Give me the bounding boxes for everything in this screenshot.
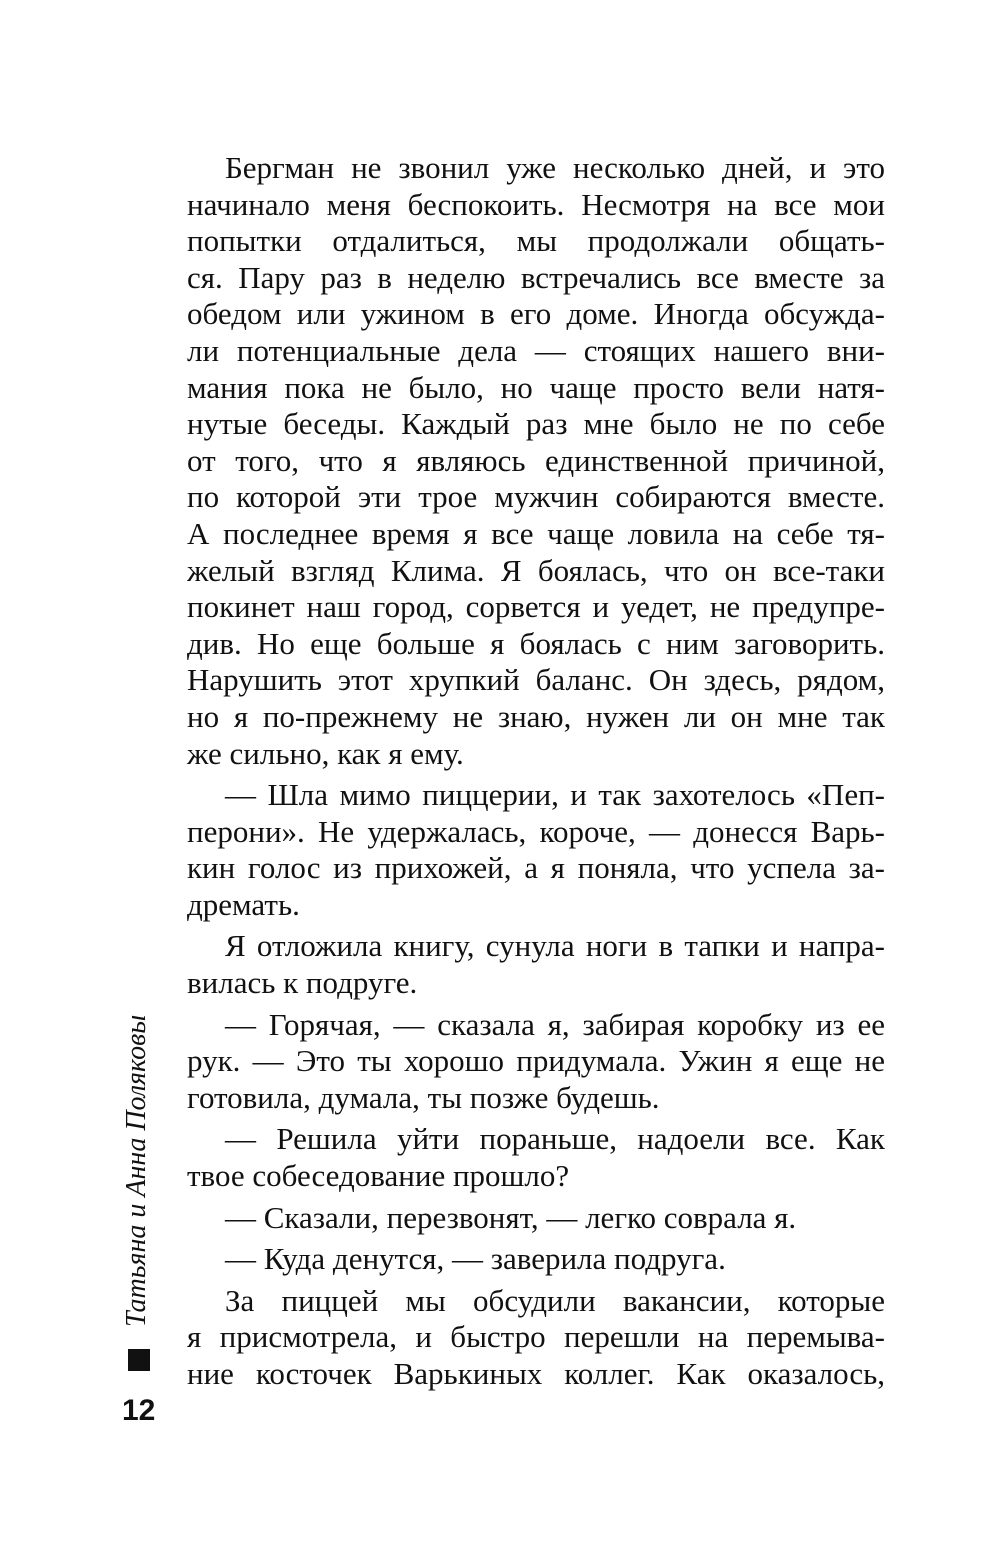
text-line: мания пока не было, но чаще просто вели натя-	[187, 369, 885, 405]
text-line: покинет наш город, сорвется и уедет, не предупре-	[187, 589, 885, 625]
paragraph	[187, 150, 885, 772]
text-line: обедом или ужином в его доме. Иногда обсужда-	[187, 296, 885, 332]
text-line: но я по-прежнему не знаю, нужен ли он мне так	[187, 698, 885, 734]
text-line: ся. Пару раз в неделю встречались все вместе за	[187, 259, 885, 295]
text-line: по которой эти трое мужчин собираются вместе.	[187, 479, 885, 515]
paragraph	[187, 1121, 885, 1194]
text-line: — Шла мимо пиццерии, и так захотелось «Пеп-	[225, 777, 885, 813]
text-line: Нарушить этот хрупкий баланс. Он здесь, рядом,	[187, 662, 885, 698]
running-head-author: Татьяна и Анна Поляковы	[121, 1014, 152, 1327]
paragraph	[187, 1200, 885, 1237]
text-line: от того, что я являюсь единственной причиной,	[187, 442, 885, 478]
text-line: — Сказали, перезвонят, — легко соврала я.	[225, 1199, 797, 1235]
text-line: начинало меня беспокоить. Несмотря на все мои	[187, 186, 885, 222]
paragraph	[187, 1007, 885, 1117]
text-line: — Куда денутся, — заверила подруга.	[225, 1241, 726, 1277]
text-line: За пиццей мы обсудили вакансии, которые	[225, 1282, 885, 1318]
text-line: Бергман не звонил уже несколько дней, и это	[225, 150, 885, 185]
text-line: же сильно, как я ему.	[187, 735, 464, 771]
page-number: 12	[122, 1394, 156, 1427]
square-marker-icon	[128, 1349, 150, 1371]
text-line: — Решила уйти пораньше, надоели все. Как	[225, 1121, 885, 1157]
text-line: — Горячая, — сказала я, забирая коробку из ее	[225, 1006, 885, 1042]
text-line: я присмотрела, и быстро перешли на перемыва-	[187, 1319, 885, 1355]
text-line: Я отложила книгу, сунула ноги в тапки и напра-	[225, 928, 885, 964]
text-line: твое собеседование прошло?	[187, 1158, 570, 1194]
paragraph	[187, 1241, 885, 1278]
text-line: дремать.	[187, 886, 300, 922]
text-line: кин голос из прихожей, а я поняла, что успела за-	[187, 850, 885, 886]
text-line: вилась к подруге.	[187, 965, 418, 1001]
text-line: ли потенциальные дела — стоящих нашего вни-	[187, 332, 885, 368]
text-line: див. Но еще больше я боялась с ним заговорить.	[187, 625, 885, 661]
body-text	[187, 150, 885, 1393]
text-line: попытки отдалиться, мы продолжали общать-	[187, 223, 885, 259]
text-line: А последнее время я все чаще ловила на себе тя-	[187, 515, 885, 551]
text-line: нутые беседы. Каждый раз мне было не по себе	[187, 406, 885, 442]
text-line: готовила, думала, ты позже будешь.	[187, 1079, 660, 1115]
paragraph	[187, 777, 885, 923]
paragraph	[187, 928, 885, 1001]
text-line: ние косточек Варькиных коллег. Как оказалось,	[187, 1356, 885, 1391]
text-line: перони». Не удержалась, короче, — донесся Варь-	[187, 813, 885, 849]
paragraph	[187, 1283, 885, 1393]
text-line: рук. — Это ты хорошо придумала. Ужин я еще не	[187, 1043, 885, 1079]
text-line: желый взгляд Клима. Я боялась, что он все-таки	[187, 552, 885, 588]
